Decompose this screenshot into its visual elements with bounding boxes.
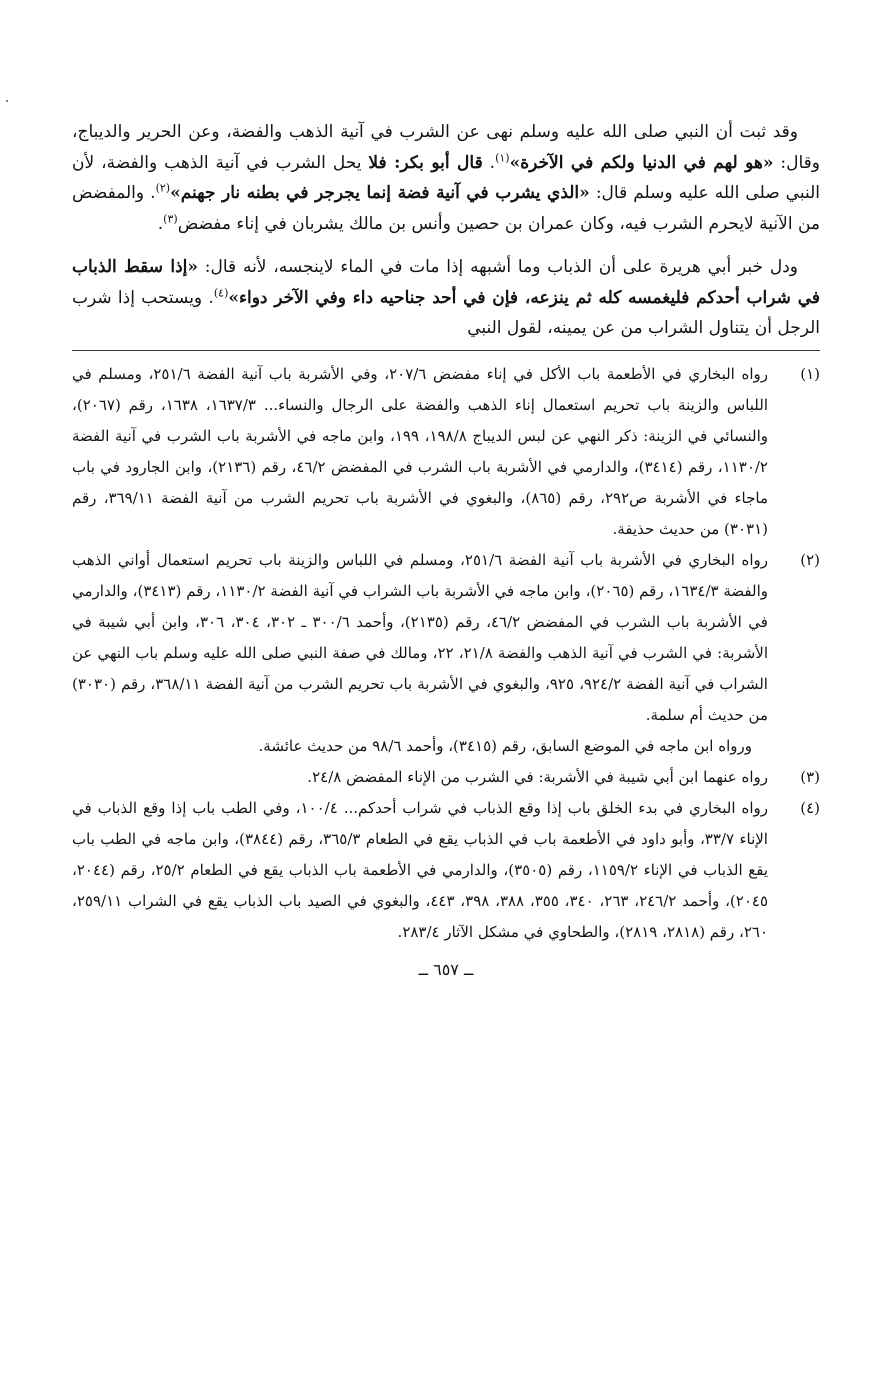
para1-text-i: . والمفضض من الآنية لايحرم الشرب فيه، وكان عمران بن حصين وأنس بن مالك يشربان في إناء مفضض [72, 183, 820, 234]
footnote-ref-2: (٢) [155, 181, 171, 195]
para2-text-d: . ويستحب إذا شرب الرجل أن يتناول الشراب من عن يمينه، لقول النبي [72, 287, 820, 338]
hadith-quote-2: «الذي يشرب في آنية فضة إنما يجرجر في بطنه نار جهنم» [170, 183, 590, 203]
footnote-number: (٣) [800, 767, 820, 786]
footnote-text: رواه البخاري في بدء الخلق باب إذا وقع الذباب في شراب أحدكم... ١٠٠/٤، وفي الطب باب إذا وقع الذباب في الإناء ٣٣/٧، وأبو داود في الأطعمة باب في الذباب يقع في الطعام ٣٦٥/٣، رقم (٣٨٤٤)، وابن ماجه في الطب باب يقع الذباب في الإناء ١١٥٩/٢، رقم (٣٥٠٥)، والدارمي في الأطعمة باب الذباب يقع في الطعام ٢٥/٢، رقم (٢٠٤٤، ٢٠٤٥)، وأحمد ٢٤٦/٢، ٢٦٣، ٣٤٠، ٣٥٥، ٣٨٨، ٣٩٨، ٤٤٣، والبغوي في الصيد باب الذباب يقع في الشراب ٢٥٩/١١، ٢٦٠، رقم (٢٨١٨، ٢٨١٩)، والطحاوي في مشكل الآثار ٢٨٣/٤. [72, 798, 769, 941]
footnote-text: رواه عنهما ابن أبي شيبة في الأشربة: في الشرب من الإناء المفضض ٢٤/٨. [307, 767, 768, 786]
para1-text-d: . [482, 152, 496, 173]
footnote-number: (١) [800, 364, 820, 383]
page-number: ــ ٦٥٧ ــ [418, 959, 474, 979]
footnote-ref-4: (٤) [213, 285, 229, 299]
para1-text-k: . [157, 213, 164, 234]
main-paragraph-1 [72, 117, 820, 239]
footnote-text: رواه البخاري في الأطعمة باب الأكل في إناء مفضض ٢٠٧/٦، وفي الأشربة باب آنية الفضة ٢٥١/٦، ومسلم في اللباس والزينة باب تحريم استعمال إناء الذهب والفضة على الرجال والنساء... ١٦٣٧/٣، ١٦٣٨، رقم (٢٠٦٧)، والنسائي في الزينة: ذكر النهي عن لبس الديباج ١٩٨/٨، ١٩٩، وابن ماجه في الأشربة باب الشرب في آنية الفضة ١١٣٠/٢، رقم (٣٤١٤)، والدارمي في الأشربة باب الشرب في المفضض ٤٦/٢، رقم (٢١٣٦)، وابن الجارود في باب ماجاء في الأشربة ص٢٩٢، رقم (٨٦٥)، والبغوي في الأشربة باب تحريم الشرب من آنية الفضة ٣٦٩/١١، رقم (٣٠٣١) من حديث حذيفة. [72, 364, 769, 538]
page-body [72, 117, 820, 979]
abu-bakr-statement: قال أبو بكر: فلا [368, 152, 483, 173]
footnote-3 [72, 762, 820, 793]
footnote-text: رواه البخاري في الأشربة باب آنية الفضة ٢٥١/٦، ومسلم في اللباس والزينة باب تحريم استعمال أواني الذهب والفضة ١٦٣٤/٣، رقم (٢٠٦٥)، وابن ماجه في الأشربة باب الشراب في آنية الفضة ١١٣٠/٢، رقم (٣٤١٣)، والدارمي في الأشربة باب الشرب في المفضض ٤٦/٢، رقم (٢١٣٥)، وأحمد ٣٠٠/٦ ـ ٣٠٢، ٣٠٤، ٣٠٦، وابن أبي شيبة في الأشربة: في الشرب في آنية الذهب والفضة ٢١/٨، ٢٢، ومالك في صفة النبي صلى الله عليه وسلم باب النهي عن الشراب في آنية الفضة ٩٢٤/٢، ٩٢٥، والبغوي في الأشربة باب تحريم الشرب من آنية الفضة ٣٦٨/١١، رقم (٣٠٣٠) من حديث أم سلمة. [72, 550, 769, 724]
para2-text-a: ودل خبر أبي هريرة على أن الذباب وما أشبهه إذا مات في الماء لاينجسه، لأنه قال: [197, 257, 798, 277]
footnote-2-continuation: ورواه ابن ماجه في الموضع السابق، رقم (٣٤١٥)، وأحمد ٩٨/٦ من حديث عائشة. [258, 736, 752, 755]
footnote-number: (٢) [800, 550, 820, 569]
footnote-number: (٤) [800, 798, 820, 817]
footnote-2 [72, 545, 820, 731]
para1-text-f: يحل الشرب في آنية الذهب والفضة، لأن النبي صلى الله عليه وسلم قال: [72, 152, 820, 203]
footnote-4 [72, 793, 820, 948]
scan-dot [6, 100, 8, 102]
footnote-ref-1: (١) [495, 150, 510, 164]
hadith-quote-3: «إذا سقط الذباب في شراب أحدكم فليغمسه كله ثم ينزعه، فإن في أحد جناحيه داء وفي الآخر دواء» [72, 257, 820, 308]
footnote-ref-3: (٣) [163, 211, 178, 225]
para1-text-a: وقد ثبت أن النبي صلى الله عليه وسلم نهى عن الشرب في آنية الذهب والفضة، وعن الحرير والديباج، وقال: [72, 122, 821, 173]
footnote-separator [72, 350, 820, 351]
hadith-quote-1: «هو لهم في الدنيا ولكم في الآخرة» [509, 152, 774, 173]
main-paragraph-2 [72, 252, 820, 344]
footnote-1 [72, 359, 820, 545]
